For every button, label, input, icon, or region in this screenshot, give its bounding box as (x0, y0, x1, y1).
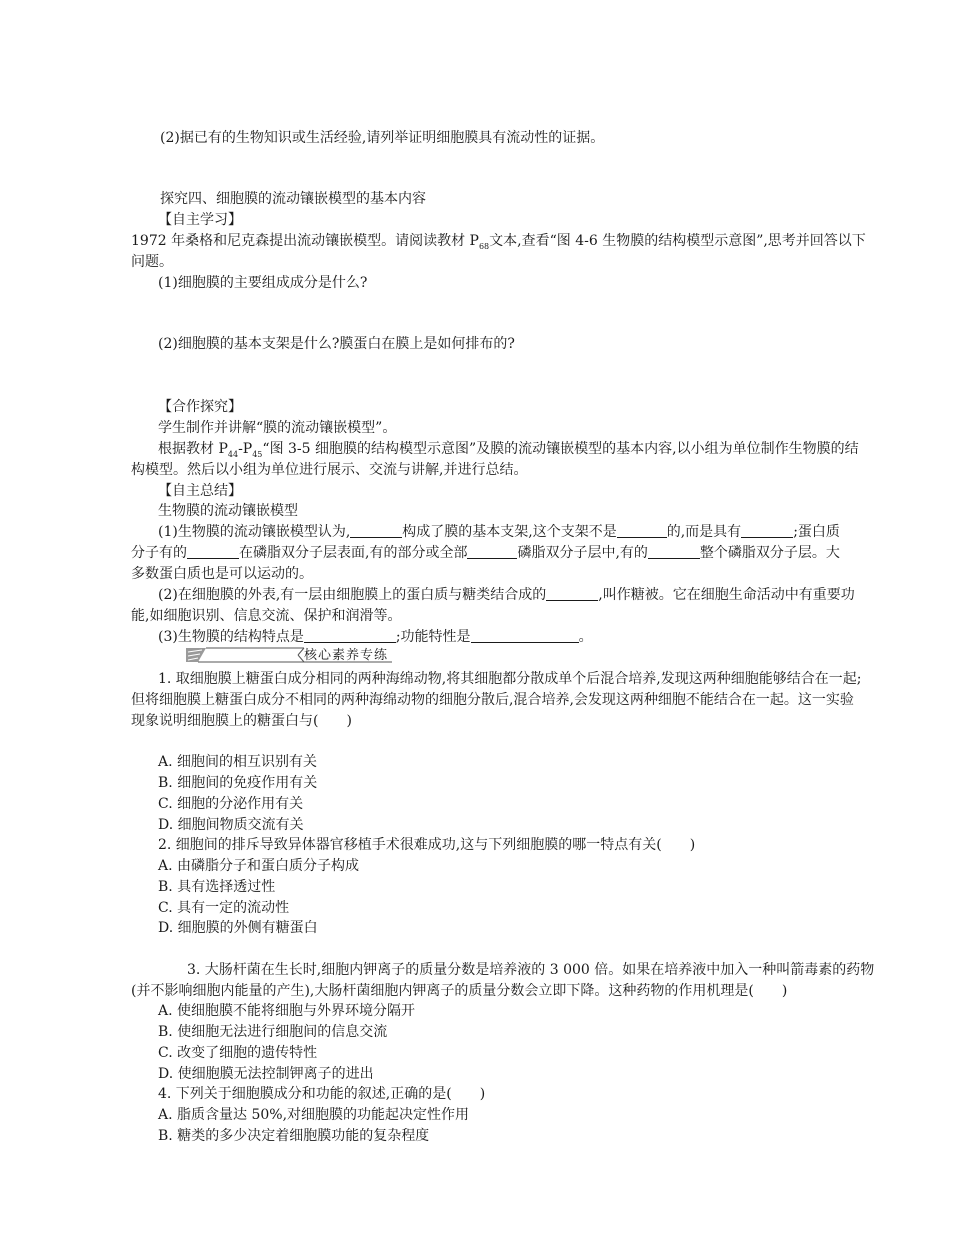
q2-stem: 2. 细胞间的排斥导致异体器官移植手术很难成功,这与下列细胞膜的哪一特点有关( ) (158, 837, 696, 853)
q4-option-a[interactable]: A. 脂质含量达 50%,对细胞膜的功能起决定性作用 (158, 1107, 470, 1123)
summary-subtitle: 生物膜的流动镶嵌模型 (158, 503, 298, 519)
self-study-q2: (2)细胞膜的基本支架是什么?膜蛋白在膜上是如何排布的? (158, 336, 515, 352)
self-study-q1: (1)细胞膜的主要组成成分是什么? (158, 275, 368, 291)
fill-blank[interactable] (187, 544, 239, 559)
coop-line1: 学生制作并讲解“膜的流动镶嵌模型”。 (158, 420, 397, 436)
q1-stem: 1. 取细胞膜上糖蛋白成分相同的两种海绵动物,将其细胞都分散成单个后混合培养,发现这两种细胞能够结合在一起; (158, 671, 862, 687)
q1-stem-cont: 但将细胞膜上糖蛋白成分不相同的两种海绵动物的细胞分散后,混合培养,会发现这两种细胞不能结合在一起。这一实验 (131, 692, 854, 708)
self-study-intro: 1972 年桑格和尼克森提出流动镶嵌模型。请阅读教材 $P_{68}$文本,查看“图 4-6 生物膜的结构模型示意图”,思考并回答以下 (131, 233, 866, 251)
q4-option-b[interactable]: B. 糖类的多少决定着细胞膜功能的复杂程度 (158, 1128, 430, 1144)
coop-line3: 构模型。然后以小组为单位进行展示、交流与讲解,并进行总结。 (131, 462, 528, 478)
q3-stem: 3. 大肠杆菌在生长时,细胞内钾离子的质量分数是培养液的 3 000 倍。如果在培养液中加入一种叫箭毒素的药物 (187, 962, 875, 978)
q3-option-b[interactable]: B. 使细胞无法进行细胞间的信息交流 (158, 1024, 388, 1040)
q3-option-a[interactable]: A. 使细胞膜不能将细胞与外界环境分隔开 (158, 1003, 416, 1019)
fill-blank[interactable] (741, 523, 793, 538)
summary-item-1: (1)生物膜的流动镶嵌模型认为, 构成了膜的基本支架,这个支架不是 的,而是具有 ;蛋白质 (158, 524, 840, 540)
fill-blank[interactable] (546, 586, 598, 601)
summary-item-3: (3)生物膜的结构特点是 ;功能特性是 。 (158, 629, 593, 645)
q3-option-d[interactable]: D. 使细胞膜无法控制钾离子的进出 (158, 1066, 374, 1082)
summary-item-2-cont: 能,如细胞识别、信息交流、保护和润滑等。 (131, 608, 402, 624)
self-study-intro-cont: 问题。 (131, 254, 173, 270)
q2-option-a[interactable]: A. 由磷脂分子和蛋白质分子构成 (158, 858, 360, 874)
q3-stem-cont: (并不影响细胞内能量的产生),大肠杆菌细胞内钾离子的质量分数会立即下降。这种药物的作用机理是( ) (131, 983, 788, 999)
coop-line2: 根据教材 $P_{44}-P_{45}“$图 3-5 细胞膜的结构模型示意图”及膜的流动镶嵌模型的基本内容,以小组为单位制作生物膜的结 (158, 441, 859, 459)
q1-option-d[interactable]: D. 细胞间物质交流有关 (158, 817, 304, 833)
fill-blank[interactable] (467, 544, 517, 559)
q1-option-b[interactable]: B. 细胞间的免疫作用有关 (158, 775, 318, 791)
summary-item-1-end: 多数蛋白质也是可以运动的。 (131, 566, 313, 582)
q3-option-c[interactable]: C. 改变了细胞的遗传特性 (158, 1045, 318, 1061)
fill-blank[interactable] (648, 544, 700, 559)
q2-option-c[interactable]: C. 具有一定的流动性 (158, 900, 290, 916)
banner-title: 核心素养专练 (304, 648, 389, 663)
q2-option-b[interactable]: B. 具有选择透过性 (158, 879, 276, 895)
question-evidence: (2)据已有的生物知识或生活经验,请列举证明细胞膜具有流动性的证据。 (160, 130, 605, 146)
fill-blank[interactable] (471, 628, 579, 643)
summary-item-2: (2)在细胞膜的外表,有一层由细胞膜上的蛋白质与糖类结合成的 ,叫作糖被。它在细胞生命活动中有重要功 (158, 587, 855, 603)
q1-option-a[interactable]: A. 细胞间的相互识别有关 (158, 754, 318, 770)
section-title: 探究四、细胞膜的流动镶嵌模型的基本内容 (160, 191, 426, 207)
fill-blank[interactable] (617, 523, 667, 538)
q1-option-c[interactable]: C. 细胞的分泌作用有关 (158, 796, 304, 812)
q2-option-d[interactable]: D. 细胞膜的外侧有糖蛋白 (158, 920, 318, 936)
coop-heading: 【合作探究】 (158, 399, 242, 415)
self-study-heading: 【自主学习】 (158, 212, 242, 228)
q4-stem: 4. 下列关于细胞膜成分和功能的叙述,正确的是( ) (158, 1086, 486, 1102)
fill-blank[interactable] (350, 523, 402, 538)
q1-stem-end: 现象说明细胞膜上的糖蛋白与( ) (131, 713, 352, 729)
summary-heading: 【自主总结】 (158, 483, 242, 499)
fill-blank[interactable] (304, 628, 396, 643)
summary-item-1-cont: 分子有的 在磷脂双分子层表面,有的部分或全部 磷脂双分子层中,有的 整个磷脂双分子层。大 (131, 545, 840, 561)
